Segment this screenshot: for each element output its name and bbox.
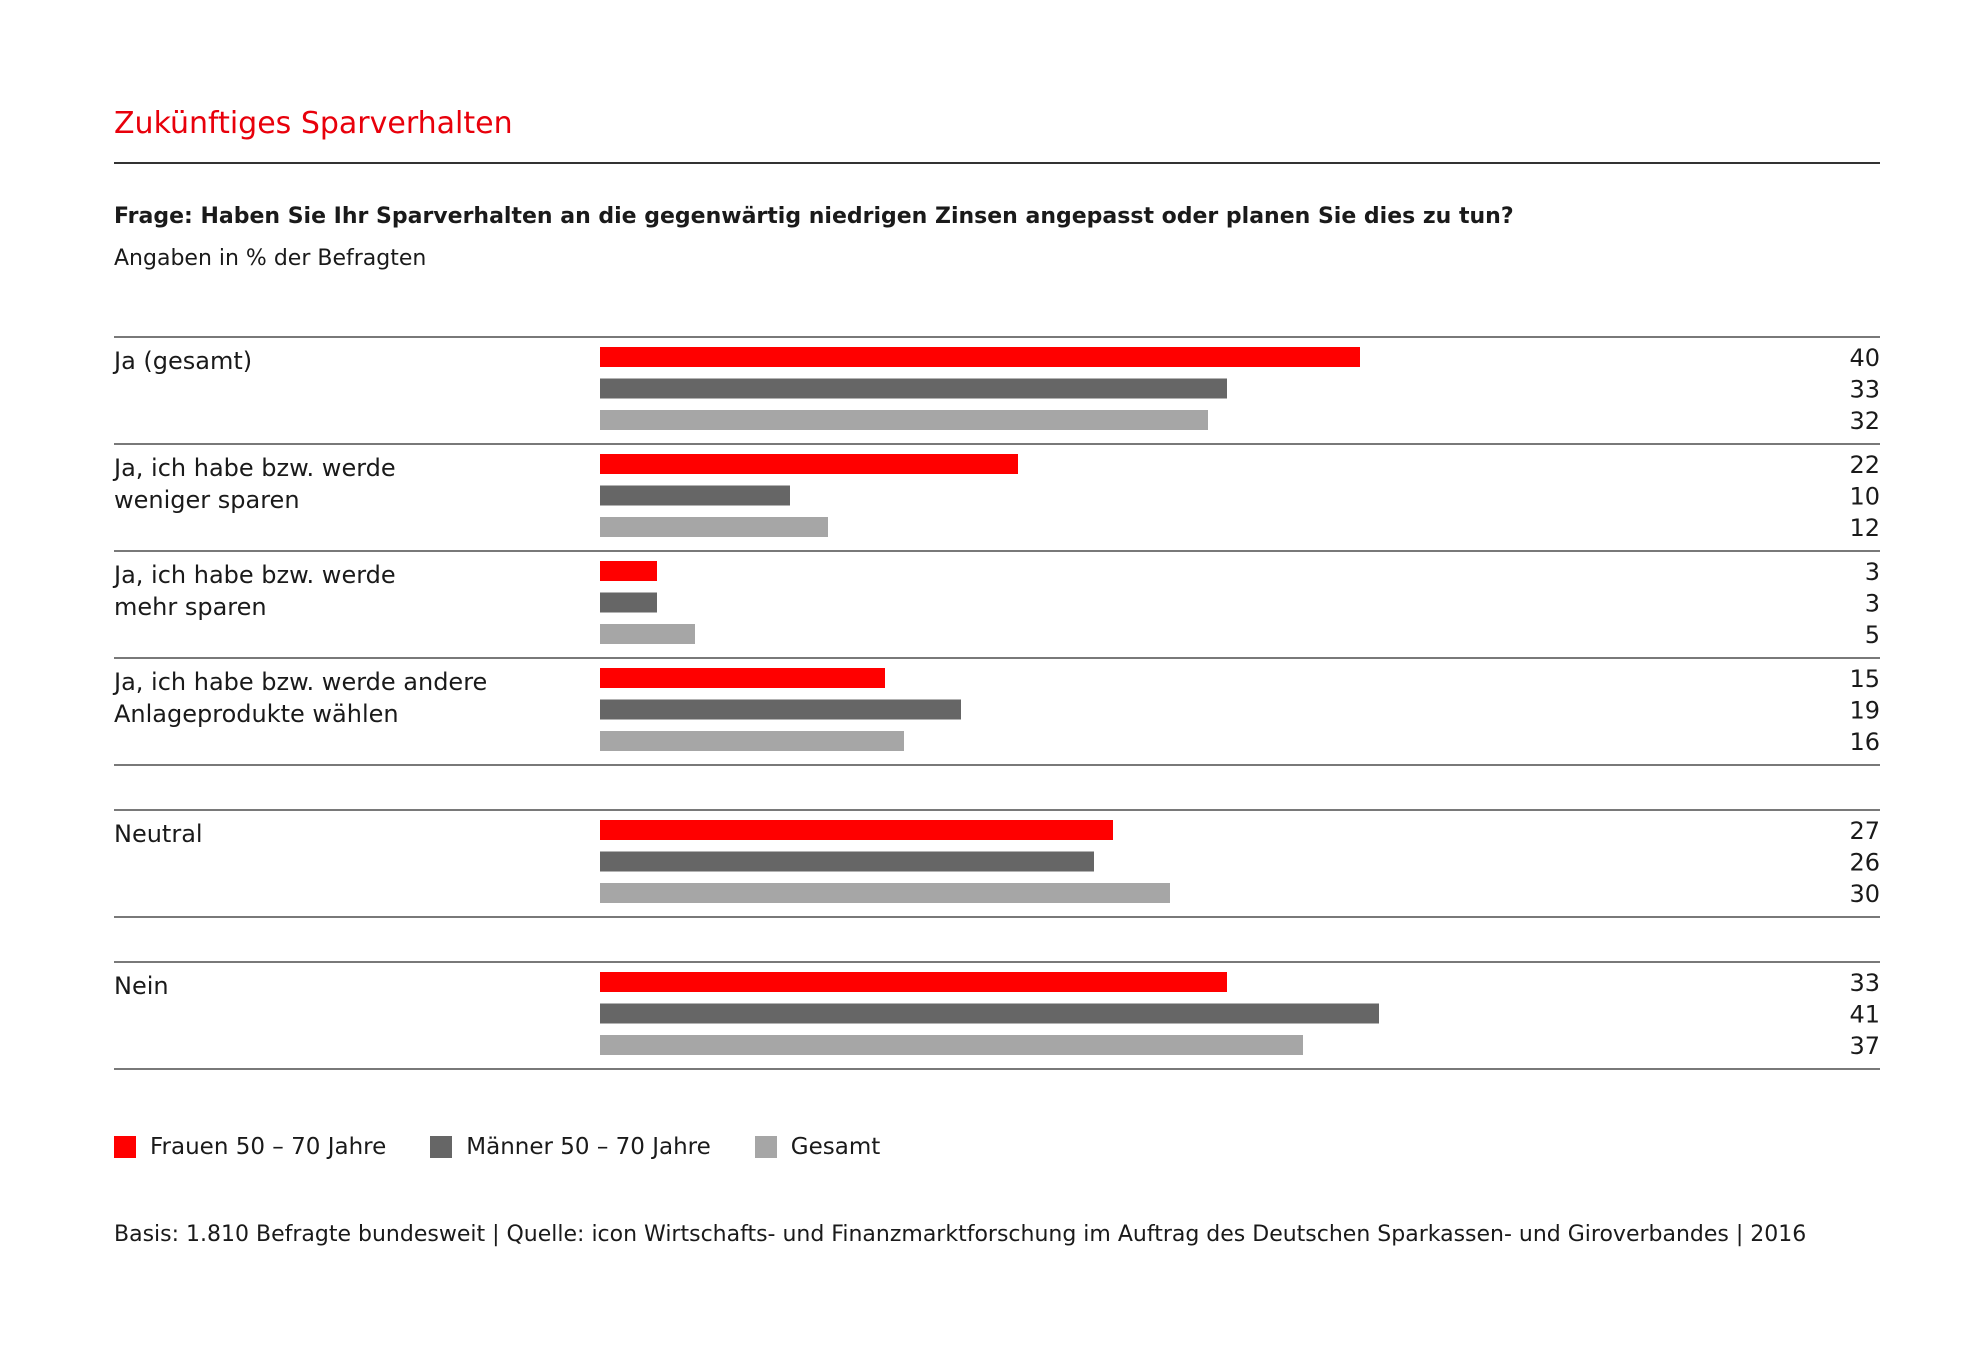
bar-ja-gesamt-gesamt <box>600 410 1208 430</box>
value-label-nein-gesamt: 37 <box>1849 1032 1880 1060</box>
legend-label-frauen: Frauen 50 – 70 Jahre <box>150 1134 387 1160</box>
value-label-ja-gesamt-frauen: 40 <box>1849 344 1880 372</box>
bar-nein-gesamt <box>600 1035 1303 1055</box>
category-label-neutral: Neutral <box>114 820 203 848</box>
value-label-mehr-sparen-maenner: 3 <box>1864 589 1880 618</box>
chart-title: Zukünftiges Sparverhalten <box>114 106 513 141</box>
value-label-weniger-sparen-maenner: 10 <box>1849 482 1880 511</box>
bar-weniger-sparen-gesamt <box>600 517 828 537</box>
bar-weniger-sparen-frauen <box>600 454 1018 474</box>
category-label-nein: Nein <box>114 972 169 1000</box>
unit-note: Angaben in % der Befragten <box>114 246 427 271</box>
bar-ja-gesamt-maenner <box>600 379 1227 399</box>
bar-neutral-frauen <box>600 820 1113 840</box>
legend <box>114 1134 924 1160</box>
category-label-ja-gesamt: Ja (gesamt) <box>114 347 253 375</box>
legend-swatch-frauen <box>114 1136 136 1158</box>
value-label-andere-anlageprodukte-maenner: 19 <box>1849 696 1880 725</box>
bar-mehr-sparen-frauen <box>600 561 657 581</box>
value-label-nein-maenner: 41 <box>1849 1000 1880 1029</box>
category-label-weniger-sparen-line-2: weniger sparen <box>114 486 300 514</box>
bar-nein-frauen <box>600 972 1227 992</box>
bar-nein-maenner <box>600 1004 1379 1024</box>
category-label-andere-anlageprodukte-line-1: Ja, ich habe bzw. werde andere <box>114 668 488 696</box>
value-label-mehr-sparen-frauen: 3 <box>1864 558 1880 586</box>
category-label-andere-anlageprodukte-line-2: Anlageprodukte wählen <box>114 700 399 728</box>
value-label-neutral-frauen: 27 <box>1849 817 1880 845</box>
value-label-neutral-gesamt: 30 <box>1849 880 1880 908</box>
value-label-andere-anlageprodukte-gesamt: 16 <box>1849 728 1880 756</box>
survey-question: Frage: Haben Sie Ihr Sparverhalten an die gegenwärtig niedrigen Zinsen angepasst oder planen Sie dies zu tun? <box>114 204 1514 229</box>
legend-label-gesamt: Gesamt <box>790 1134 881 1160</box>
bar-neutral-maenner <box>600 852 1094 872</box>
value-label-weniger-sparen-frauen: 22 <box>1849 451 1880 479</box>
bar-ja-gesamt-frauen <box>600 347 1360 367</box>
value-label-nein-frauen: 33 <box>1849 969 1880 997</box>
bar-mehr-sparen-maenner <box>600 593 657 613</box>
legend-swatch-gesamt <box>755 1136 777 1158</box>
value-label-neutral-maenner: 26 <box>1849 848 1880 877</box>
bar-andere-anlageprodukte-gesamt <box>600 731 904 751</box>
legend-label-maenner: Männer 50 – 70 Jahre <box>466 1134 711 1160</box>
category-label-mehr-sparen-line-2: mehr sparen <box>114 593 267 621</box>
category-label-mehr-sparen-line-1: Ja, ich habe bzw. werde <box>114 561 396 589</box>
bar-neutral-gesamt <box>600 883 1170 903</box>
bar-weniger-sparen-maenner <box>600 486 790 506</box>
category-label-weniger-sparen-line-1: Ja, ich habe bzw. werde <box>114 454 396 482</box>
value-label-ja-gesamt-maenner: 33 <box>1849 375 1880 404</box>
value-label-ja-gesamt-gesamt: 32 <box>1849 407 1880 435</box>
legend-item-gesamt <box>755 1134 880 1160</box>
legend-item-maenner <box>430 1134 711 1160</box>
legend-item-frauen <box>114 1134 386 1160</box>
legend-swatch-maenner <box>430 1136 452 1158</box>
bar-andere-anlageprodukte-maenner <box>600 700 961 720</box>
bar-andere-anlageprodukte-frauen <box>600 668 885 688</box>
value-label-weniger-sparen-gesamt: 12 <box>1849 514 1880 542</box>
bar-mehr-sparen-gesamt <box>600 624 695 644</box>
value-label-andere-anlageprodukte-frauen: 15 <box>1849 665 1880 693</box>
value-label-mehr-sparen-gesamt: 5 <box>1864 621 1880 649</box>
source-note: Basis: 1.810 Befragte bundesweit | Quelle: icon Wirtschafts- und Finanzmarktforschung im Auftrag des Deutschen Sparkassen- und Giroverbandes | 2016 <box>114 1222 1807 1247</box>
